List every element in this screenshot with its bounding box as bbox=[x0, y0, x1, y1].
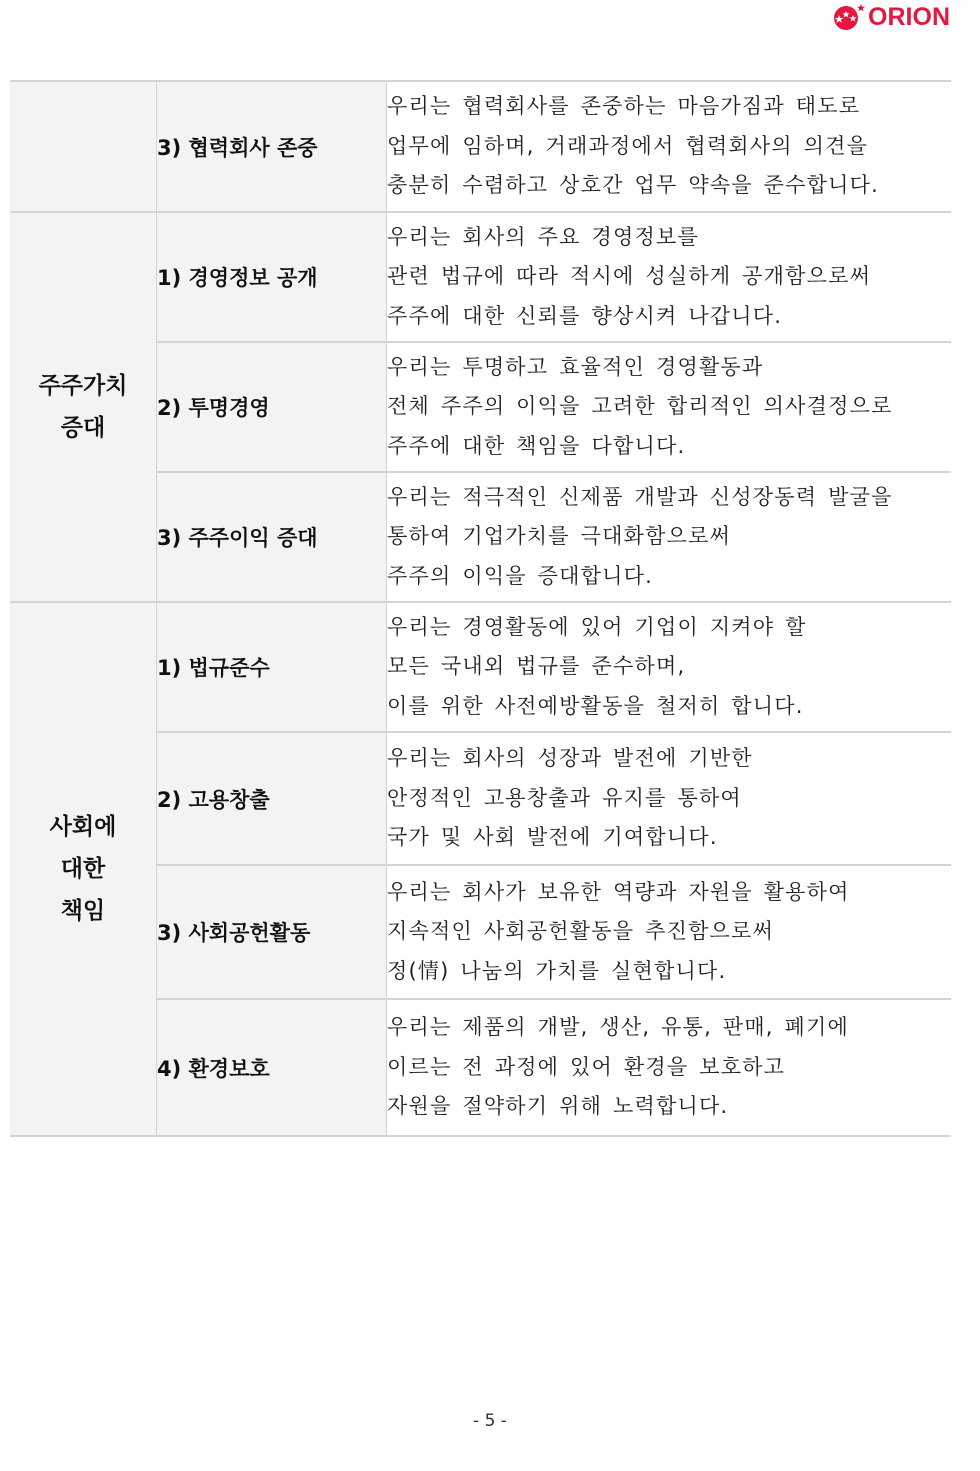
description-line: 우리는 회사가 보유한 역량과 자원을 활용하여 bbox=[387, 879, 850, 904]
description-line: 주주에 대한 신뢰를 향상시켜 나갑니다. bbox=[387, 303, 783, 328]
description-cell bbox=[387, 602, 952, 732]
description-line: 지속적인 사회공헌활동을 추진함으로써 bbox=[387, 919, 775, 944]
description-line: 통하여 기업가치를 극대화함으로써 bbox=[387, 524, 732, 549]
category-cell-continued bbox=[10, 81, 157, 212]
orion-star-emblem-icon bbox=[832, 2, 866, 32]
orion-logo-wordmark: ORION bbox=[868, 2, 950, 31]
item-cell: 4) 환경보호 bbox=[157, 999, 387, 1136]
description-line: 전체 주주의 이익을 고려한 합리적인 의사결정으로 bbox=[387, 394, 893, 419]
category-label: 사회에 bbox=[49, 814, 117, 840]
item-cell: 3) 사회공헌활동 bbox=[157, 865, 387, 999]
description-line: 우리는 회사의 주요 경영정보를 bbox=[387, 224, 699, 249]
table-row bbox=[10, 212, 951, 342]
description-cell bbox=[387, 732, 952, 865]
description-line: 국가 및 사회 발전에 기여합니다. bbox=[387, 825, 718, 850]
category-label: 대한 bbox=[60, 856, 106, 882]
category-label: 주주가치 bbox=[38, 373, 128, 399]
description-cell bbox=[387, 342, 952, 472]
table-row bbox=[10, 602, 951, 732]
item-cell: 2) 고용창출 bbox=[157, 732, 387, 865]
item-cell: 3) 협력회사 존중 bbox=[157, 81, 387, 212]
category-label: 증대 bbox=[60, 415, 106, 441]
description-line: 우리는 협력회사를 존중하는 마음가짐과 태도로 bbox=[387, 94, 861, 119]
ethics-table bbox=[10, 80, 951, 1137]
category-label: 책임 bbox=[60, 898, 106, 924]
description-cell bbox=[387, 865, 952, 999]
category-cell-society bbox=[10, 602, 157, 1136]
category-cell-shareholder bbox=[10, 212, 157, 602]
description-line: 우리는 회사의 성장과 발전에 기반한 bbox=[387, 746, 753, 771]
description-line: 이를 위한 사전예방활동을 철저히 합니다. bbox=[387, 693, 804, 718]
description-line: 우리는 제품의 개발, 생산, 유통, 판매, 폐기에 bbox=[387, 1015, 850, 1040]
description-line: 정(情) 나눔의 가치를 실현합니다. bbox=[387, 958, 727, 983]
description-cell bbox=[387, 212, 952, 342]
description-cell bbox=[387, 81, 952, 212]
description-line: 주주에 대한 책임을 다합니다. bbox=[387, 433, 686, 458]
description-line: 업무에 임하며, 거래과정에서 협력회사의 의견을 bbox=[387, 133, 869, 158]
description-line: 안정적인 고용창출과 유지를 통하여 bbox=[387, 785, 742, 810]
description-line: 우리는 적극적인 신제품 개발과 신성장동력 발굴을 bbox=[387, 484, 893, 509]
description-line: 우리는 투명하고 효율적인 경영활동과 bbox=[387, 354, 764, 379]
page-number: - 5 - bbox=[473, 1411, 507, 1431]
item-cell: 2) 투명경영 bbox=[157, 342, 387, 472]
item-cell: 3) 주주이익 증대 bbox=[157, 472, 387, 602]
item-cell: 1) 경영정보 공개 bbox=[157, 212, 387, 342]
description-line: 우리는 경영활동에 있어 기업이 지켜야 할 bbox=[387, 614, 807, 639]
description-cell bbox=[387, 999, 952, 1136]
item-cell: 1) 법규준수 bbox=[157, 602, 387, 732]
table-row bbox=[10, 81, 951, 212]
orion-logo bbox=[810, 0, 950, 34]
description-line: 자원을 절약하기 위해 노력합니다. bbox=[387, 1094, 729, 1119]
description-cell bbox=[387, 472, 952, 602]
description-line: 모든 국내외 법규를 준수하며, bbox=[387, 654, 686, 679]
description-line: 주주의 이익을 증대합니다. bbox=[387, 563, 653, 588]
description-line: 이르는 전 과정에 있어 환경을 보호하고 bbox=[387, 1054, 786, 1079]
description-line: 충분히 수렴하고 상호간 업무 약속을 준수합니다. bbox=[387, 173, 879, 198]
description-line: 관련 법규에 따라 적시에 성실하게 공개함으로써 bbox=[387, 264, 872, 289]
